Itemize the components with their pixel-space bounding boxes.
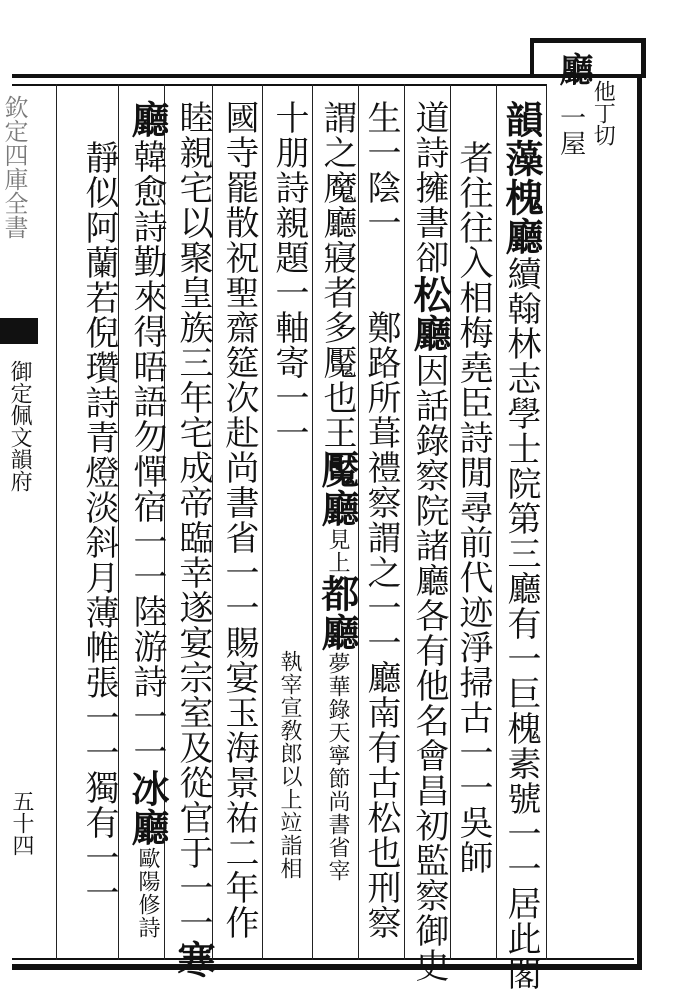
headword: 寒 <box>171 940 216 979</box>
column-text: 鄭路所葺禮察謂之一一廳南有古松也刑察 <box>361 310 401 940</box>
headword: 廳 <box>125 100 170 139</box>
column-text: 者往往入相梅堯臣詩閒尋前代迹淨掃古一一吳師 <box>453 140 493 875</box>
book-title: 御定佩文韻府 <box>7 360 33 492</box>
headword: 都廳 <box>315 574 360 652</box>
text-column <box>407 100 452 983</box>
entry-character: 廳 <box>553 52 593 86</box>
entry-reading: 他丁切 <box>590 80 616 146</box>
text-column <box>171 100 216 979</box>
column-note: 歐陽修詩 <box>135 847 160 939</box>
column-text: 韓愈詩勤來得晤語勿憚宿一一陸游詩一一 <box>127 139 167 769</box>
column-rule <box>450 84 451 960</box>
headword: 松廳 <box>407 275 452 353</box>
text-column <box>315 100 360 882</box>
column-note: 夢華錄天寧節尚書省宰 <box>325 652 350 882</box>
column-text: 靜似阿蘭若倪瓚詩青燈淡斜月薄帷張一一 <box>79 140 119 770</box>
column-rule <box>404 84 405 960</box>
column-note: 見上 <box>325 528 350 574</box>
text-column <box>79 140 119 910</box>
text-column <box>361 100 401 940</box>
column-text: 續翰林志學士院第三廳有一巨槐素號一一居此閣 <box>501 256 541 991</box>
column-text: 生一陰一 <box>361 100 401 240</box>
column-note: 執宰宣敎郎以上竝詣相 <box>277 650 302 880</box>
column-rule <box>546 84 547 960</box>
column-rule <box>56 84 57 960</box>
column-rule <box>312 84 313 960</box>
margin-fishtail <box>0 318 38 344</box>
text-column <box>499 100 544 991</box>
column-rule <box>262 84 263 960</box>
column-text: 十朋詩親題一軸寄一一 <box>269 100 309 450</box>
text-column <box>219 100 259 940</box>
column-rule <box>496 84 497 960</box>
column-text: 因話錄察院諸廳各有他名會昌初監察御史 <box>409 353 449 983</box>
text-column <box>453 140 493 875</box>
column-text: 睦親宅以聚皇族三年宅成帝臨幸遂宴宗室及從官于一一 <box>173 100 213 940</box>
page-number: 五十四 <box>9 790 34 856</box>
column-text: 謂之魔廳寢者多魘也王 <box>317 100 357 450</box>
frame-inner-line <box>12 84 546 86</box>
column-text: 國寺罷散祝聖齋筵次赴尚書省一一賜宴玉海景祐二年作 <box>219 100 259 940</box>
text-column <box>269 100 309 880</box>
headword: 魘廳 <box>315 450 360 528</box>
column-text: 獨有一一 <box>79 770 119 910</box>
headword: 冰廳 <box>125 769 170 847</box>
column-text: 道詩擁書卻 <box>409 100 449 275</box>
margin-faint-title: 欽定四庫全書 <box>0 95 28 239</box>
entry-sub: 一屋 <box>555 104 586 156</box>
headword: 韻藻槐廳 <box>499 100 544 256</box>
text-column <box>125 100 170 939</box>
